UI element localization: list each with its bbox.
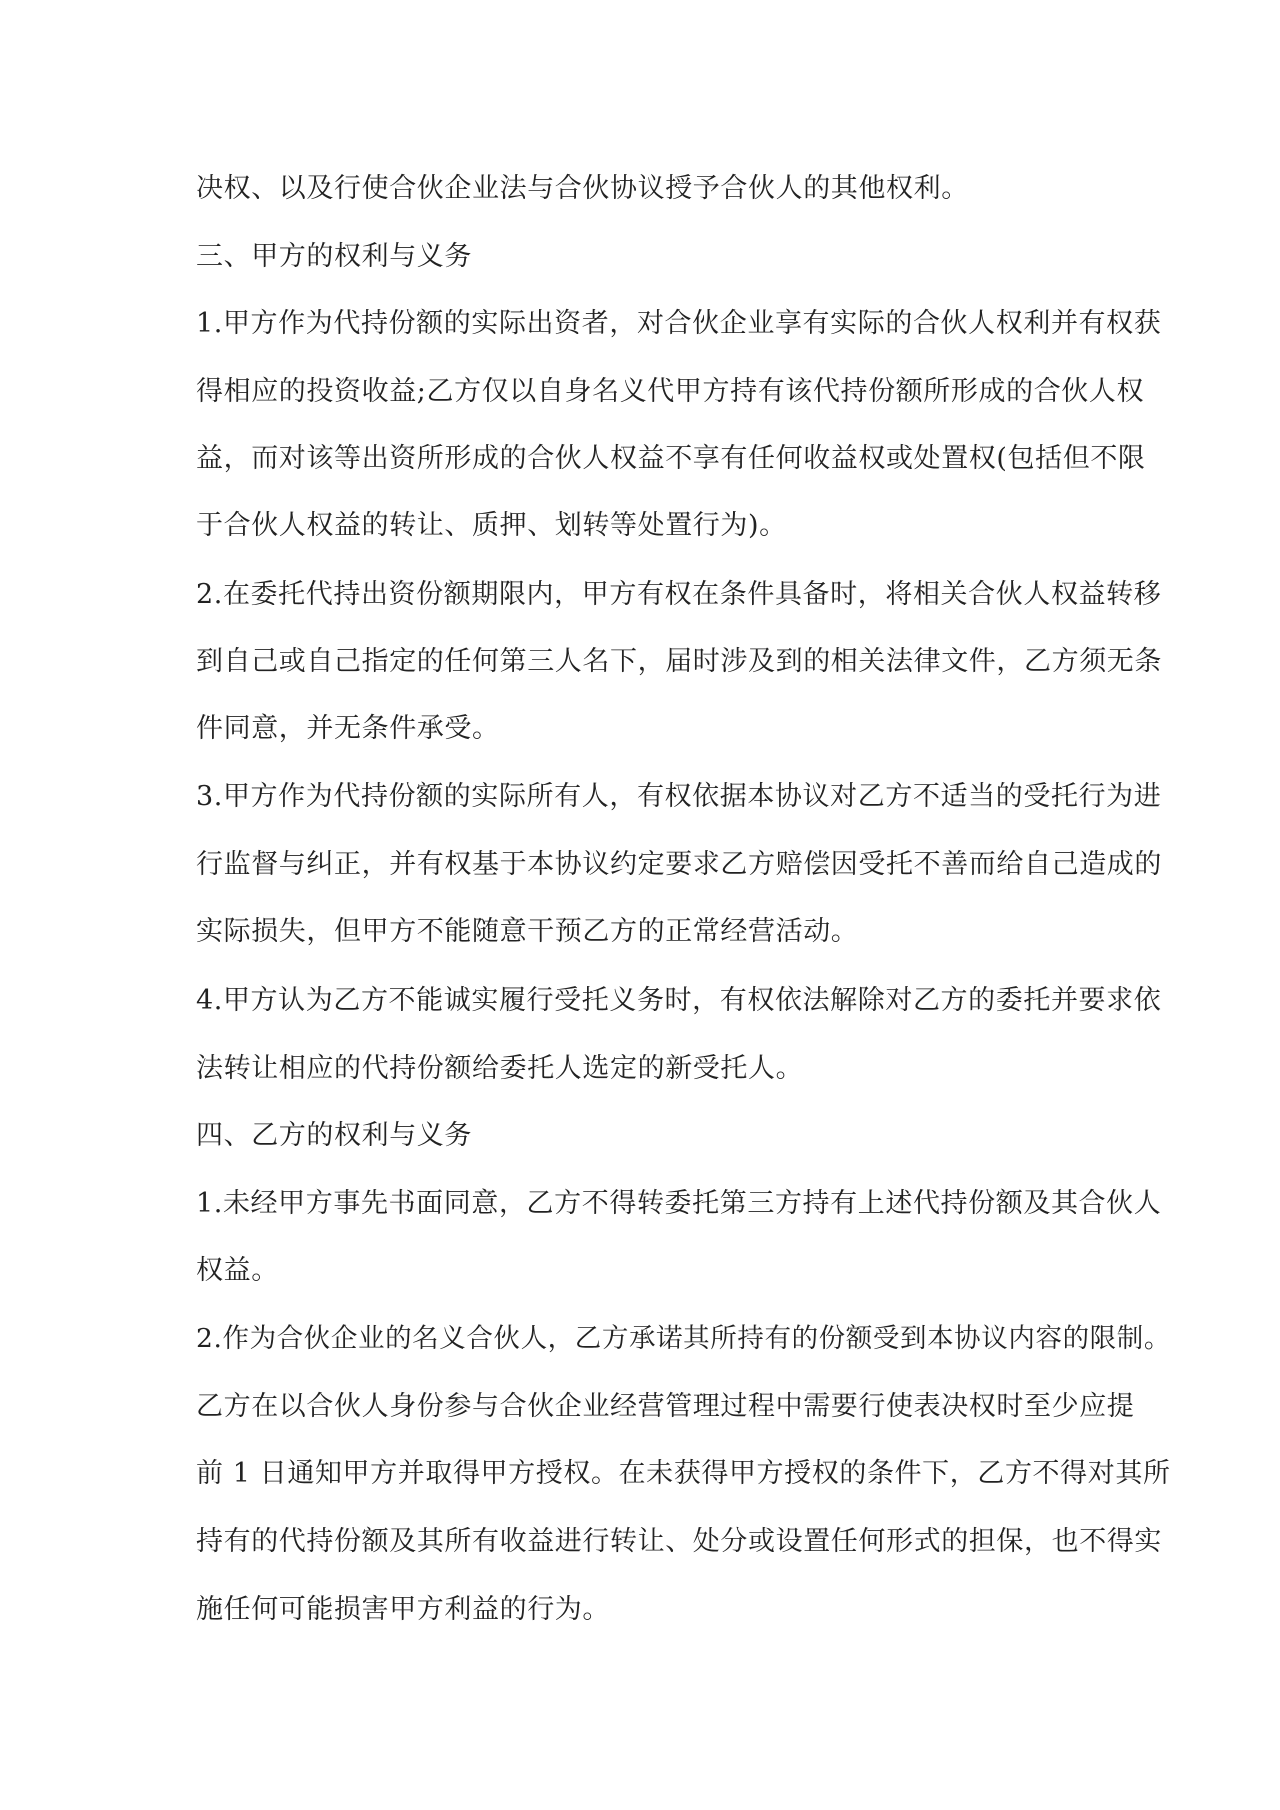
text-line: 到自己或自己指定的任何第三人名下，届时涉及到的相关法律文件，乙方须无条 [196,646,1162,677]
text-line: 前 1 日通知甲方并取得甲方授权。在未获得甲方授权的条件下，乙方不得对其所 [196,1458,1171,1489]
section-heading: 三、甲方的权利与义务 [196,241,472,272]
text-line: 持有的代持份额及其所有收益进行转让、处分或设置任何形式的担保，也不得实 [196,1526,1162,1557]
text-line: 2.在委托代持出资份额期限内，甲方有权在条件具备时，将相关合伙人权益转移 [196,579,1162,610]
text-line: 1.甲方作为代持份额的实际出资者，对合伙企业享有实际的合伙人权利并有权获 [196,308,1162,339]
text-line: 4.甲方认为乙方不能诚实履行受托义务时，有权依法解除对乙方的委托并要求依 [196,985,1162,1016]
text-line: 施任何可能损害甲方利益的行为。 [196,1594,610,1625]
text-line: 于合伙人权益的转让、质押、划转等处置行为)。 [196,510,787,541]
text-line: 法转让相应的代持份额给委托人选定的新受托人。 [196,1053,804,1084]
text-line: 2.作为合伙企业的名义合伙人，乙方承诺其所持有的份额受到本协议内容的限制。 [196,1323,1171,1354]
text-line: 1.未经甲方事先书面同意，乙方不得转委托第三方持有上述代持份额及其合伙人 [196,1188,1162,1219]
text-line: 3.甲方作为代持份额的实际所有人，有权依据本协议对乙方不适当的受托行为进 [196,781,1162,812]
text-line: 权益。 [196,1255,279,1286]
text-line: 益，而对该等出资所形成的合伙人权益不享有任何收益权或处置权(包括但不限 [196,443,1146,474]
text-line: 件同意，并无条件承受。 [196,713,500,744]
text-line: 实际损失，但甲方不能随意干预乙方的正常经营活动。 [196,916,859,947]
section-heading: 四、乙方的权利与义务 [196,1120,472,1151]
text-line: 得相应的投资收益;乙方仅以自身名义代甲方持有该代持份额所形成的合伙人权 [196,376,1145,407]
text-line: 决权、以及行使合伙企业法与合伙协议授予合伙人的其他权利。 [196,173,969,204]
text-line: 乙方在以合伙人身份参与合伙企业经营管理过程中需要行使表决权时至少应提 [196,1391,1135,1422]
text-line: 行监督与纠正，并有权基于本协议约定要求乙方赔偿因受托不善而给自己造成的 [196,849,1162,880]
